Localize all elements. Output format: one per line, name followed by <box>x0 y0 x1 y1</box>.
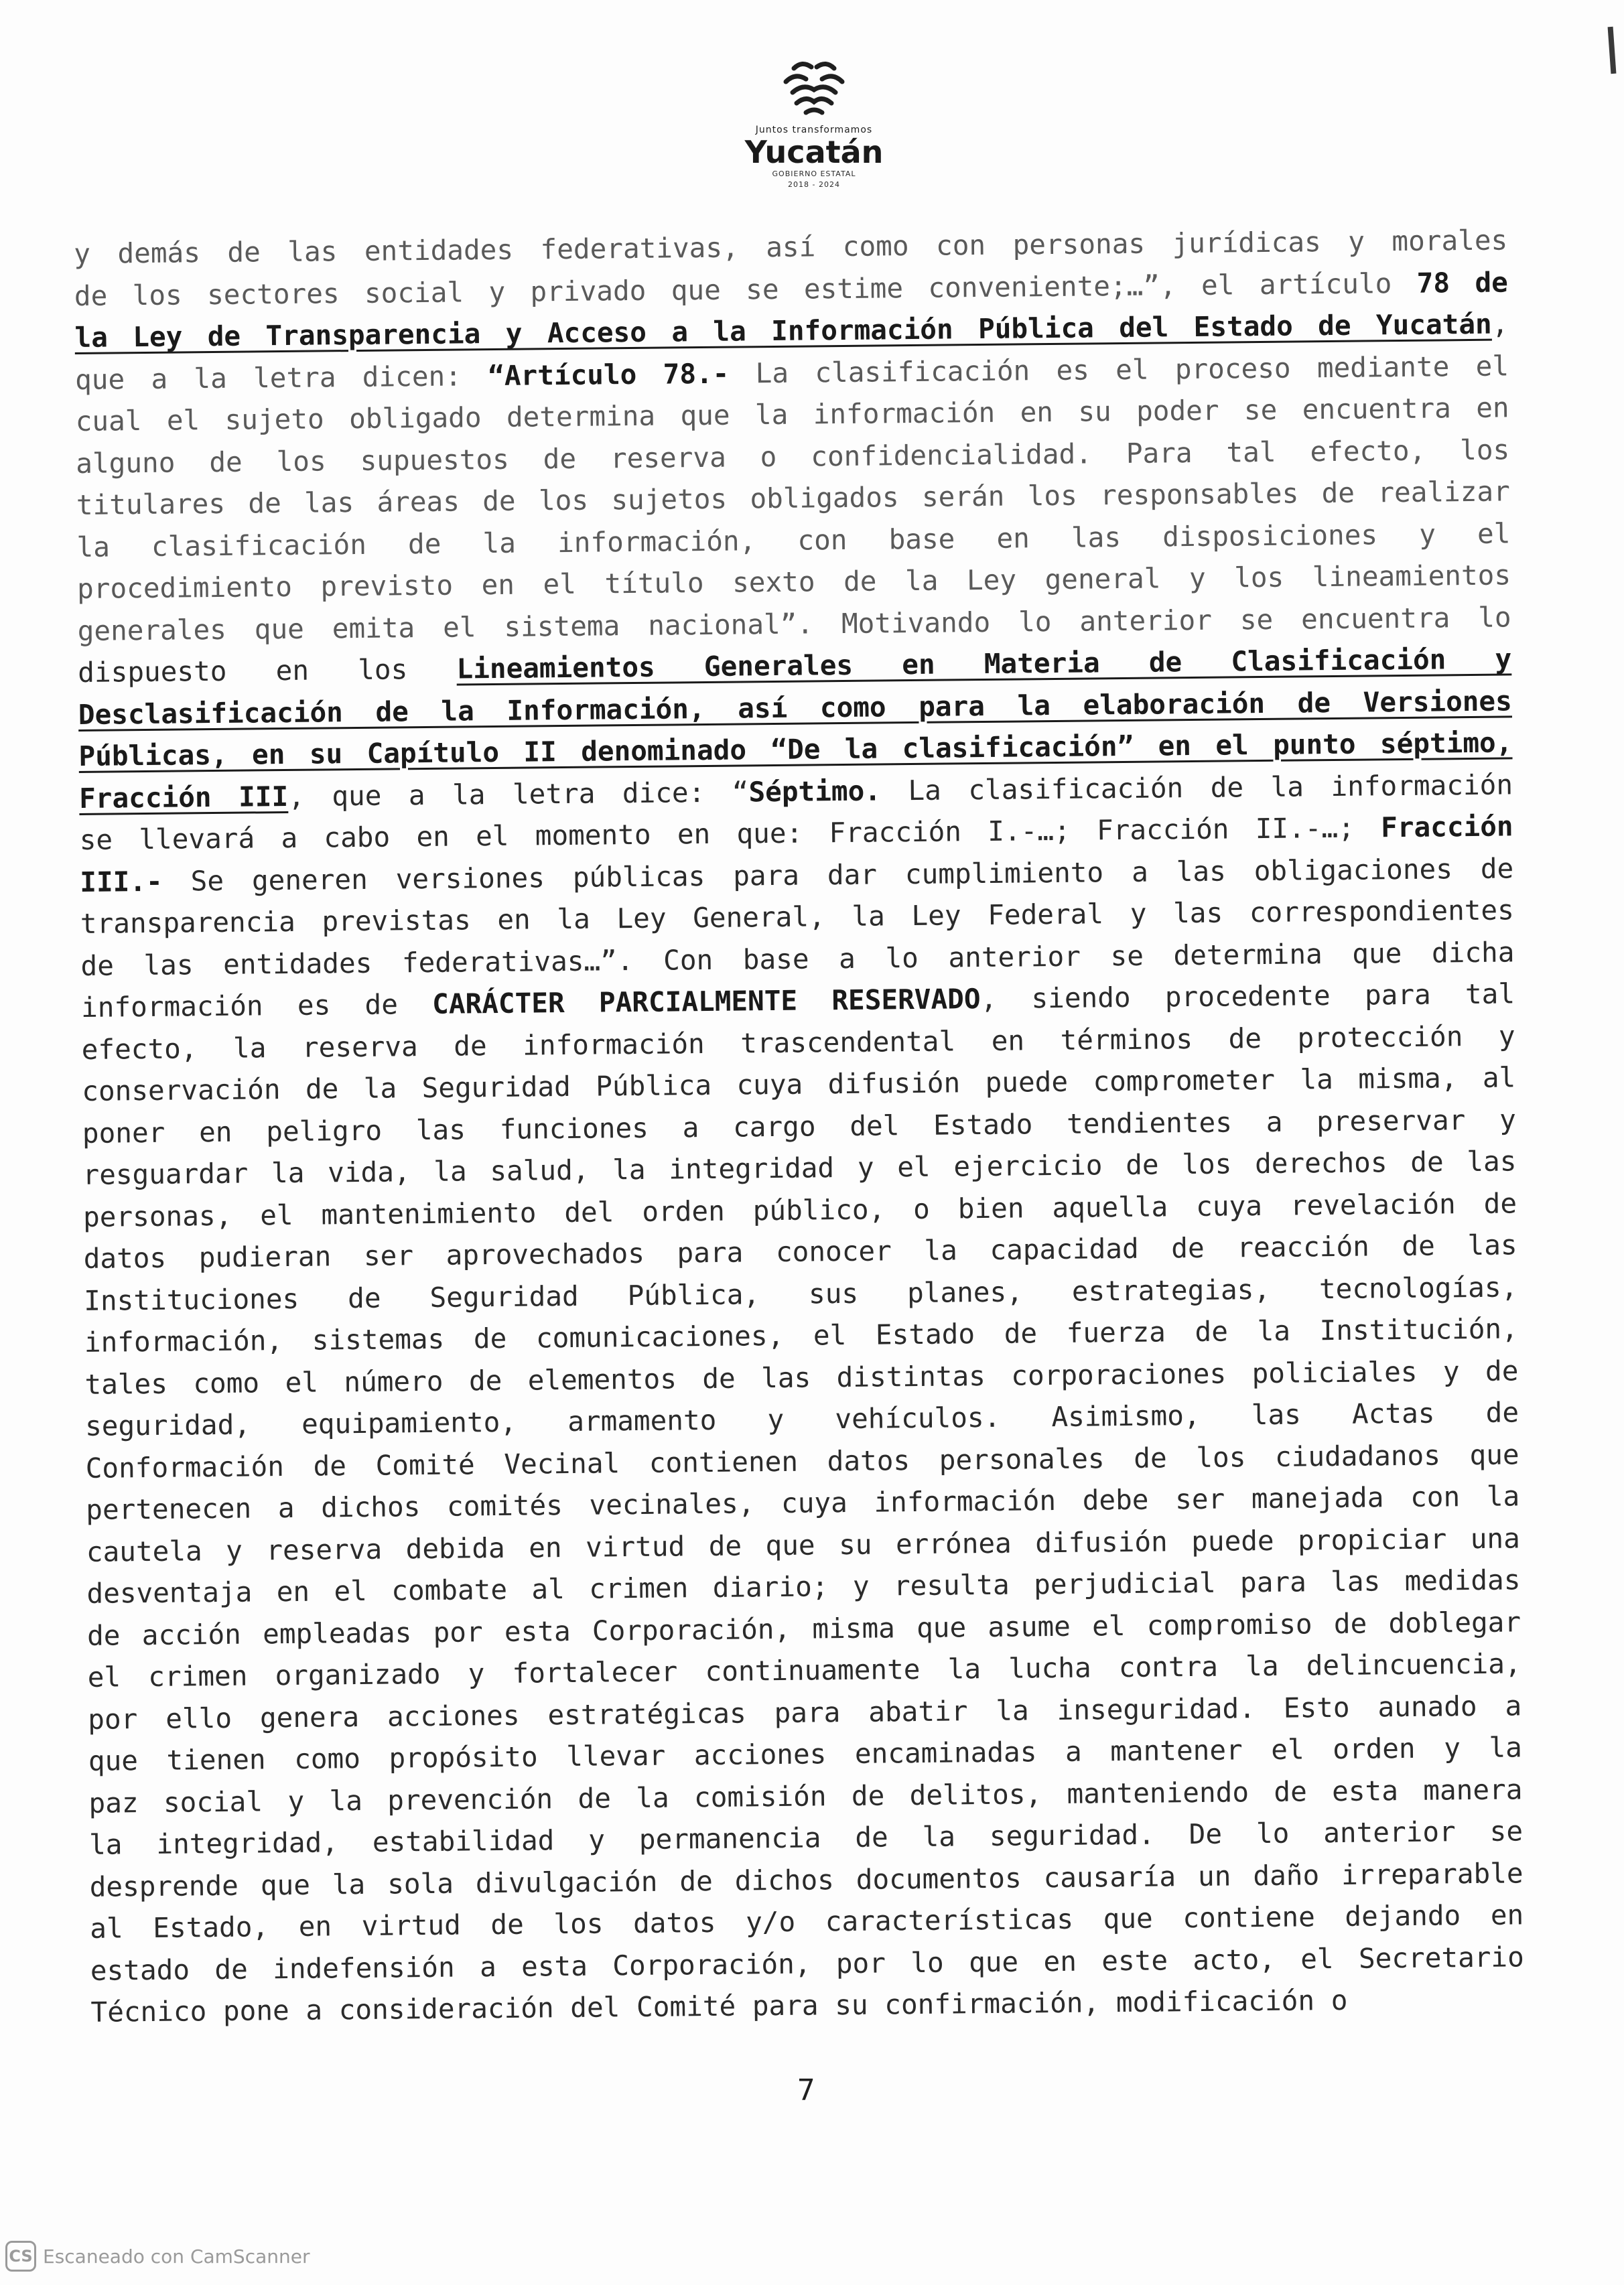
text-segment: procedimiento previsto en el título sexto de la Ley general y los lineamientos <box>76 559 1511 605</box>
text-segment: 78 de <box>1416 265 1509 299</box>
text-segment: Conformación de Comité Vecinal contienen datos personales de los ciudadanos que <box>85 1438 1519 1484</box>
document-body <box>74 219 1525 2033</box>
text-segment: conservación de la Seguridad Pública cuya difusión puede comprometer la misma, al <box>82 1061 1516 1107</box>
text-segment: Técnico pone a consideración del Comité para su confirmación, modificación o <box>90 1984 1348 2028</box>
text-segment: desprende que la sola divulgación de dichos documentos causaría un daño irreparable <box>89 1856 1524 1903</box>
text-segment: información, sistemas de comunicaciones, el Estado de fuerza de la Institución, <box>84 1312 1519 1359</box>
text-segment: “Artículo 78.- <box>487 357 730 392</box>
text-segment: personas, el mantenimiento del orden público, o bien aquella cuya revelación de <box>82 1186 1517 1233</box>
text-segment: resguardar la vida, la salud, la integridad y el ejercicio de los derechos de las <box>82 1145 1517 1191</box>
text-segment: generales que emita el sistema nacional”. Motivando lo anterior se encuentra lo <box>77 600 1511 647</box>
text-segment: paz social y la prevención de la comisión de delitos, manteniendo de esta manera <box>88 1773 1523 1819</box>
text-segment: , que a la letra dice: “ <box>287 775 749 813</box>
camscanner-watermark <box>5 2241 310 2272</box>
text-segment: al Estado, en virtud de los datos y/o características que contiene dejando en <box>90 1898 1524 1945</box>
text-segment: cautela y reserva debida en virtud de que su errónea difusión puede propiciar una <box>86 1521 1521 1568</box>
text-segment: CARÁCTER PARCIALMENTE RESERVADO <box>431 983 981 1020</box>
logo-subtitle: GOBIERNO ESTATAL <box>772 169 856 178</box>
scan-edge-mark <box>1608 27 1617 74</box>
text-segment: la integridad, estabilidad y permanencia de la seguridad. De lo anterior se <box>88 1815 1524 1861</box>
yucatan-emblem-icon <box>774 54 854 121</box>
text-segment: transparencia previstas en la Ley General, la Ley Federal y las correspondientes <box>80 894 1515 940</box>
text-segment: el crimen organizado y fortalecer continuamente la lucha contra la delincuencia, <box>87 1647 1521 1693</box>
text-segment: III.- <box>80 865 163 898</box>
text-segment: , siendo procedente para tal <box>980 977 1515 1016</box>
text-segment: se llevará a cabo en el momento en que: Fracción I.-…; Fracción II.-…; <box>79 811 1381 856</box>
text-segment: Desclasificación de la Información, así como para la elaboración de Versiones <box>78 684 1513 731</box>
text-segment: , <box>1491 307 1509 340</box>
camscanner-label: Escaneado con CamScanner <box>43 2245 310 2268</box>
text-segment: La clasificación es el proceso mediante el <box>729 349 1509 390</box>
text-segment: Instituciones de Seguridad Pública, sus planes, estrategias, tecnologías, <box>84 1270 1518 1317</box>
logo-title: Yucatán <box>744 134 884 170</box>
text-segment: por ello genera acciones estratégicas para abatir la inseguridad. Esto aunado a <box>88 1689 1522 1736</box>
text-segment: de las entidades federativas…”. Con base a lo anterior se determina que dicha <box>80 935 1515 982</box>
text-segment: y demás de las entidades federativas, así como con personas jurídicas y morales <box>74 224 1508 270</box>
text-segment: que tienen como propósito llevar acciones encaminadas a mantener el orden y la <box>88 1731 1523 1777</box>
text-segment: desventaja en el combate al crimen diario; y resulta perjudicial para las medidas <box>86 1564 1521 1610</box>
page-number: 7 <box>797 2073 815 2107</box>
text-segment: Séptimo. <box>748 774 882 808</box>
text-segment: dispuesto en los <box>78 652 457 689</box>
text-segment: información es de <box>80 987 433 1024</box>
yucatan-logo <box>737 54 891 221</box>
text-segment: poner en peligro las funciones a cargo del Estado tendientes a preservar y <box>82 1103 1517 1150</box>
camscanner-icon: CS <box>5 2241 36 2272</box>
text-segment: alguno de los supuestos de reserva o confidencialidad. Para tal efecto, los <box>76 433 1510 480</box>
logo-years: 2018 - 2024 <box>788 180 840 190</box>
text-segment: Fracción <box>1380 810 1513 844</box>
text-segment: cual el sujeto obligado determina que la información en su poder se encuentra en <box>75 391 1509 437</box>
text-segment: tales como el número de elementos de las distintas corporaciones policiales y de <box>84 1354 1519 1401</box>
text-segment: Lineamientos Generales en Materia de Clasificación y <box>456 642 1512 685</box>
text-segment: estado de indefensión a esta Corporación, por lo que en este acto, el Secretario <box>90 1940 1525 1987</box>
text-segment: la Ley de Transparencia y Acceso a la Información Pública del Estado de Yucatán <box>74 307 1492 354</box>
text-segment: de acción empleadas por esta Corporación, misma que asume el compromiso de doblegar <box>86 1605 1521 1652</box>
text-segment: de los sectores social y privado que se estime conveniente;…”, el artículo <box>74 267 1417 312</box>
text-segment: titulares de las áreas de los sujetos obligados serán los responsables de realizar <box>76 475 1511 521</box>
text-segment: Se generen versiones públicas para dar cumplimiento a las obligaciones de <box>162 851 1514 898</box>
text-segment: datos pudieran ser aprovechados para conocer la capacidad de reacción de las <box>83 1229 1517 1275</box>
text-segment: efecto, la reserva de información trascendental en términos de protección y <box>81 1019 1515 1066</box>
text-segment: pertenecen a dichos comités vecinales, cuya información debe ser manejada con la <box>86 1480 1520 1526</box>
text-segment: Fracción III <box>78 780 289 815</box>
text-segment: La clasificación de la información <box>880 768 1513 807</box>
text-segment: la clasificación de la información, con base en las disposiciones y el <box>76 516 1511 563</box>
logo-tagline: Juntos transformamos <box>755 125 873 135</box>
text-segment: Públicas, en su Capítulo II denominado “De la clasificación” en el punto séptimo, <box>78 726 1513 772</box>
text-segment: seguridad, equipamiento, armamento y vehículos. Asimismo, las Actas de <box>84 1396 1519 1442</box>
text-segment: que a la letra dicen: <box>74 359 488 396</box>
